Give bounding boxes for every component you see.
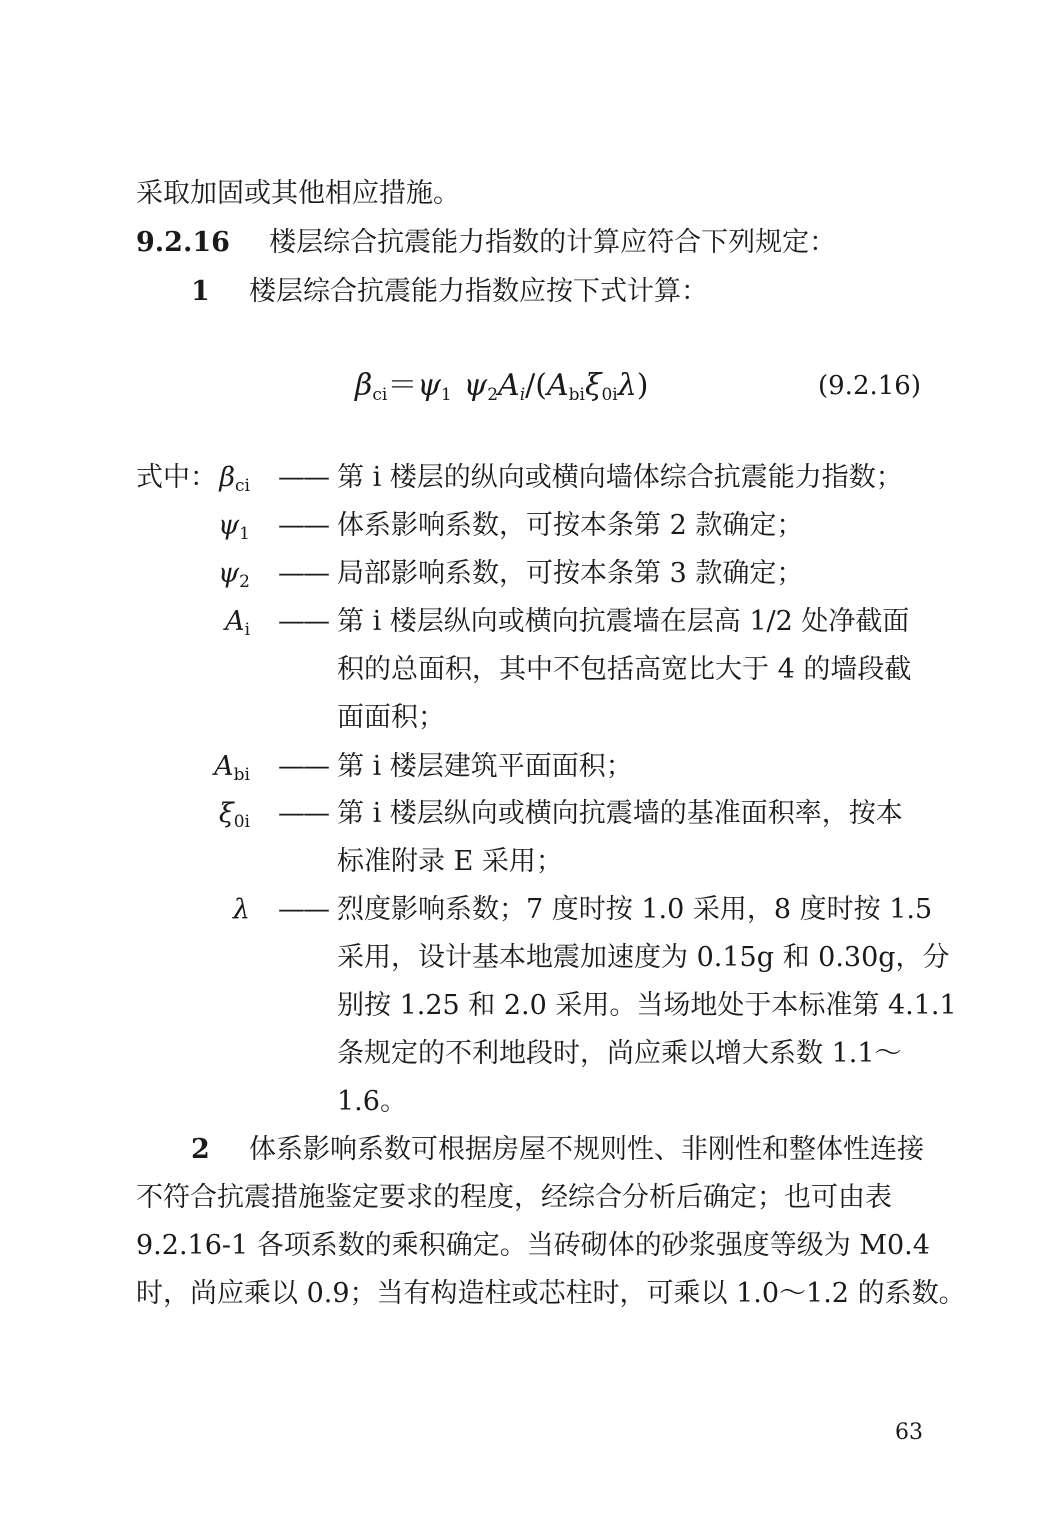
def-symbol-psi2-sub: 2 — [239, 572, 250, 592]
formula-ab-sub: bi — [568, 385, 585, 405]
def-symbol-xi: $\xi_{0i}$ — [218, 798, 250, 832]
def-symbol-psi2: $\psi_2$ — [217, 558, 250, 592]
page-number: 63 — [895, 1420, 923, 1445]
item-2-text-line1: 体系影响系数可根据房屋不规则性、非刚性和整体性连接 — [248, 1134, 924, 1165]
formula-psi2: ψ — [463, 368, 488, 403]
formula-equals: ＝ — [387, 368, 418, 403]
item-2-text-line4: 时，尚应乘以 0.9；当有构造柱或芯柱时，可乘以 1.0～1.2 的系数。 — [136, 1278, 966, 1309]
formula-beta: β — [355, 368, 373, 403]
def-dash: —— — [278, 558, 328, 589]
formula-xi: ξ — [584, 368, 602, 403]
formula-a-sub: i — [519, 385, 526, 405]
item-2-line1 — [191, 1132, 924, 1168]
clause-text: 楼层综合抗震能力指数的计算应符合下列规定： — [269, 227, 837, 258]
def-symbol-xi-sub: 0i — [233, 812, 250, 832]
item-1-number: 1 — [191, 276, 210, 307]
formula-ab: A — [546, 368, 569, 403]
def-text-a-line2: 积的总面积，其中不包括高宽比大于 4 的墙段截 — [337, 654, 912, 685]
def-dash: —— — [278, 894, 328, 925]
def-text-ab: 第 i 楼层建筑平面面积； — [337, 751, 633, 782]
formula-beta-sub: ci — [372, 385, 388, 405]
item-2-text-line3: 9.2.16-1 各项系数的乘积确定。当砖砌体的砂浆强度等级为 M0.4 — [136, 1230, 930, 1261]
def-symbol-beta-sub: ci — [235, 476, 250, 496]
def-text-lambda-line4: 条规定的不利地段时，尚应乘以增大系数 1.1～ — [337, 1038, 902, 1069]
def-text-psi1: 体系影响系数，可按本条第 2 款确定； — [337, 510, 804, 541]
def-symbol-a-sub: i — [244, 620, 250, 640]
def-dash: —— — [278, 606, 328, 637]
item-1-text: 楼层综合抗震能力指数应按下式计算： — [248, 276, 708, 307]
formula-psi1: ψ — [417, 368, 441, 403]
formula-number: (9.2.16) — [818, 371, 921, 401]
def-dash: —— — [278, 751, 328, 782]
formula-psi1-sub: 1 — [440, 385, 452, 405]
def-dash: —— — [278, 798, 328, 829]
def-symbol-psi1: $\psi_1$ — [217, 510, 250, 544]
def-symbol-a: $A_i$ — [225, 606, 250, 640]
def-text-xi-line1: 第 i 楼层纵向或横向抗震墙的基准面积率，按本 — [337, 798, 903, 829]
def-dash: —— — [278, 510, 328, 541]
formula — [355, 366, 648, 415]
paragraph-continuation: 采取加固或其他相应措施。 — [136, 178, 460, 209]
clause-heading — [136, 225, 836, 261]
def-symbol-lambda: λ — [232, 894, 250, 925]
item-2-number: 2 — [191, 1134, 210, 1165]
def-text-lambda-line2: 采用，设计基本地震加速度为 0.15g 和 0.30g，分 — [337, 942, 950, 973]
def-text-xi-line2: 标准附录 E 采用； — [337, 846, 563, 877]
formula-lambda: λ — [617, 368, 637, 403]
formula-psi2-sub: 2 — [487, 385, 499, 405]
def-text-lambda-line1: 烈度影响系数；7 度时按 1.0 采用，8 度时按 1.5 — [337, 894, 933, 925]
formula-xi-sub: 0i — [601, 385, 618, 405]
def-text-psi2: 局部影响系数，可按本条第 3 款确定； — [337, 558, 804, 589]
def-symbol-ab: $A_{bi}$ — [214, 751, 250, 785]
item-2-text-line2: 不符合抗震措施鉴定要求的程度，经综合分析后确定；也可由表 — [136, 1182, 892, 1213]
def-text-lambda-line5: 1.6。 — [337, 1086, 407, 1117]
where-label: 式中： — [136, 462, 217, 493]
formula-a: A — [498, 368, 520, 403]
item-1 — [191, 274, 708, 310]
def-symbol-psi1-sub: 1 — [239, 524, 250, 544]
formula-slash: /( — [525, 368, 547, 403]
def-text-a-line3: 面面积； — [337, 702, 445, 733]
def-symbol-beta: $\beta_{ci}$ — [219, 462, 250, 496]
def-text-a-line1: 第 i 楼层纵向或横向抗震墙在层高 1/2 处净截面 — [337, 606, 910, 637]
def-symbol-ab-sub: bi — [233, 765, 250, 785]
def-text-lambda-line3: 别按 1.25 和 2.0 采用。当场地处于本标准第 4.1.1 — [337, 990, 957, 1021]
clause-number: 9.2.16 — [136, 227, 230, 258]
def-dash: —— — [278, 462, 328, 493]
def-text-beta: 第 i 楼层的纵向或横向墙体综合抗震能力指数； — [337, 462, 903, 493]
formula-close: ) — [636, 368, 649, 403]
